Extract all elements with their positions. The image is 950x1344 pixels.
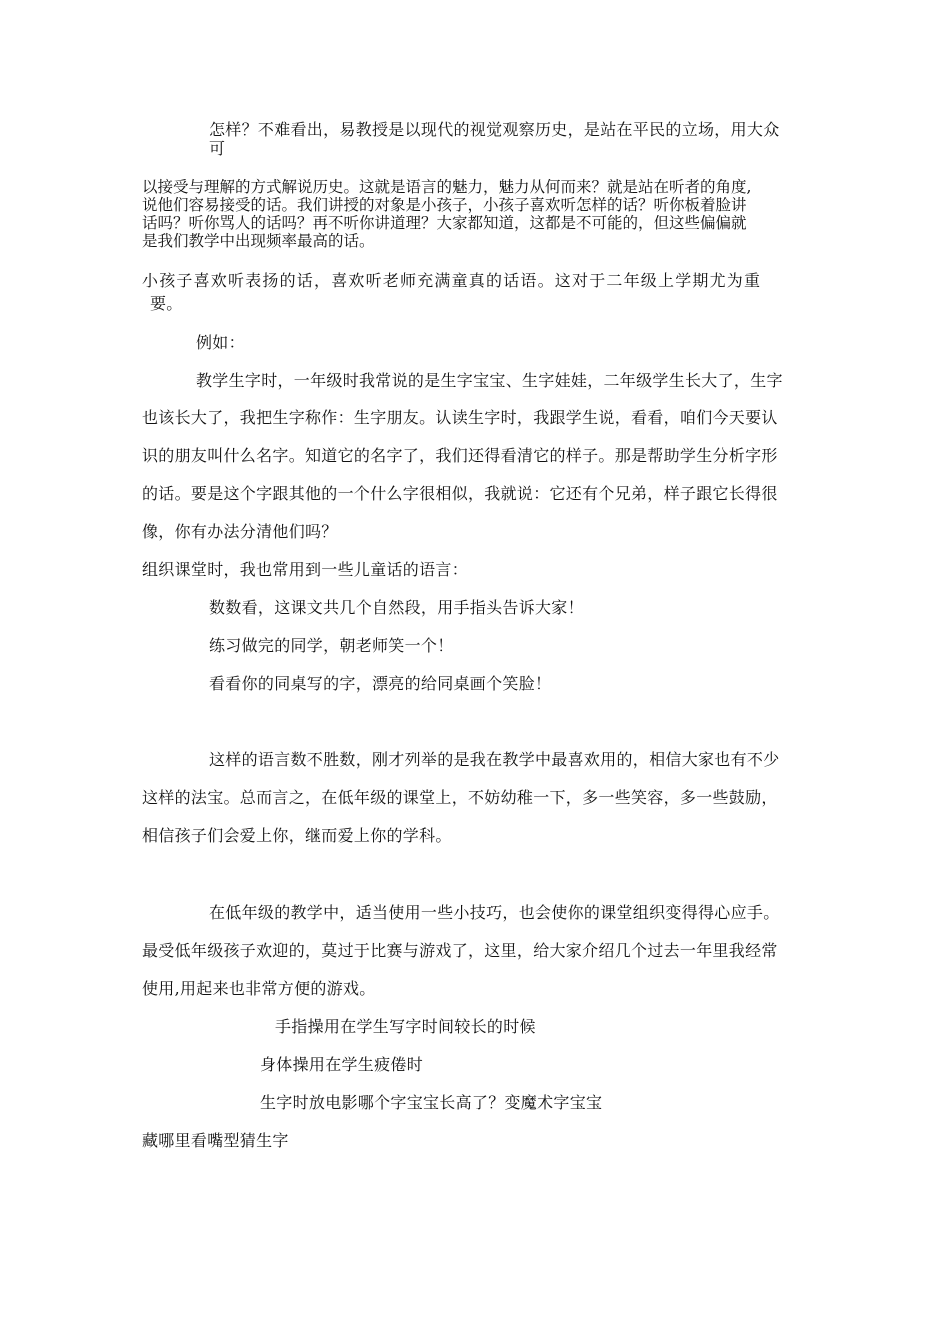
list-item: 手指操用在学生写字时间较长的时候 [275, 1017, 536, 1036]
text-line: 小孩子喜欢听表扬的话，喜欢听老师充满童真的话语。这对于二年级上学期尤为重 [142, 271, 762, 290]
list-item: 身体操用在学生疲倦时 [260, 1055, 424, 1074]
text-line: 使用,用起来也非常方便的游戏。 [142, 979, 376, 998]
text-line: 以接受与理解的方式解说历史。这就是语言的魅力，魅力从何而来？就是站在听者的角度, [142, 178, 752, 196]
list-item: 藏哪里看嘴型猜生字 [142, 1131, 289, 1150]
text-line: 这样的法宝。总而言之，在低年级的课堂上，不妨幼稚一下，多一些笑容，多一些鼓励， [142, 788, 778, 807]
text-line: 要。 [150, 294, 183, 313]
text-line: 教学生字时，一年级时我常说的是生字宝宝、生字娃娃，二年级学生长大了，生字 [196, 371, 783, 390]
text-line: 的话。要是这个字跟其他的一个什么字很相似，我就说：它还有个兄弟，样子跟它长得很 [142, 484, 778, 503]
text-line: 相信孩子们会爱上你，继而爱上你的学科。 [142, 826, 452, 845]
text-line: 数数看，这课文共几个自然段，用手指头告诉大家！ [209, 598, 584, 617]
list-item: 生字时放电影哪个字宝宝长高了？变魔术字宝宝 [260, 1093, 603, 1112]
text-line: 在低年级的教学中，适当使用一些小技巧，也会使你的课堂组织变得得心应手。 [209, 903, 780, 922]
text-line: 怎样？不难看出，易教授是以现代的视觉观察历史，是站在平民的立场，用大众 [209, 120, 780, 139]
text-line: 识的朋友叫什么名字。知道它的名字了，我们还得看清它的样子。那是帮助学生分析字形 [142, 446, 778, 465]
text-line: 看看你的同桌写的字，漂亮的给同桌画个笑脸！ [209, 674, 552, 693]
text-line: 是我们教学中出现频率最高的话。 [142, 232, 375, 250]
text-line: 例如： [196, 333, 245, 352]
text-line: 可 [209, 139, 226, 158]
text-line: 练习做完的同学，朝老师笑一个！ [209, 636, 454, 655]
text-line: 也该长大了，我把生字称作：生字朋友。认读生字时，我跟学生说，看看，咱们今天要认 [142, 408, 778, 427]
text-line: 这样的语言数不胜数，刚才列举的是我在教学中最喜欢用的，相信大家也有不少 [209, 750, 780, 769]
text-line: 话吗？听你骂人的话吗？再不听你讲道理？大家都知道，这都是不可能的，但这些偏偏就 [142, 214, 747, 232]
text-line: 最受低年级孩子欢迎的，莫过于比赛与游戏了，这里，给大家介绍几个过去一年里我经常 [142, 941, 778, 960]
text-line: 像，你有办法分清他们吗？ [142, 522, 338, 541]
text-line: 说他们容易接受的话。我们讲授的对象是小孩子，小孩子喜欢听怎样的话？听你板着脸讲 [142, 196, 747, 214]
text-line: 组织课堂时，我也常用到一些儿童话的语言： [142, 560, 469, 579]
